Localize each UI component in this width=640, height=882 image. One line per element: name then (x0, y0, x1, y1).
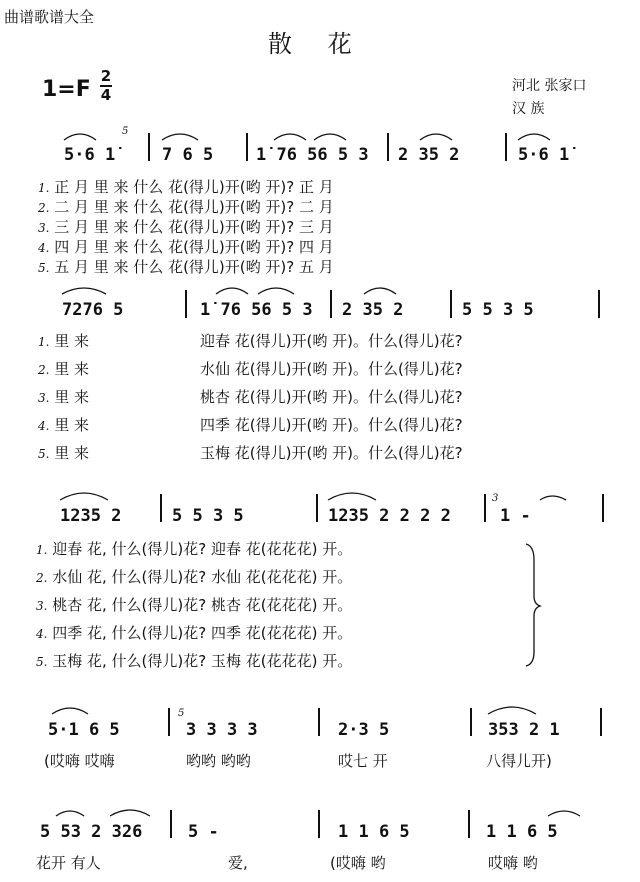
s4-lyric-1: (哎嗨 哎嗨 (44, 752, 115, 770)
slur (314, 134, 346, 140)
verse-text: 三 月 里 来 什么 花(得儿)开(哟 开)? 三 月 (54, 218, 334, 236)
verse-text: 桃杏 花, 什么(得儿)花? 桃杏 花(花花花) 开。 (52, 596, 353, 614)
s1-grace: 5̇ (122, 126, 129, 137)
slur (540, 496, 566, 500)
origin-ethnic: 汉 族 (512, 101, 545, 117)
verse-text: 里 来 (54, 444, 90, 462)
s3-measure-3: 1235 2 2 2 2 (328, 506, 451, 526)
s3-measure-4: 1 - (500, 506, 531, 526)
verse-text: 水仙 花, 什么(得儿)花? 水仙 花(花花花) 开。 (52, 568, 353, 586)
s2-verse-2-rest: 水仙 花(得儿)开(哟 开)。什么(得儿)花? (200, 360, 463, 378)
s5-measure-2: 5 - (188, 822, 219, 842)
s1-measure-2: 7 6 5 (162, 145, 214, 165)
s4-lyric-2: 哟哟 哟哟 (186, 752, 251, 770)
s3-measure-1: 1235 2 (60, 506, 122, 526)
verse-text: 里 来 (54, 332, 90, 350)
s5-lyric-4: 哎嗨 哟 (488, 854, 538, 872)
s4-lyric-4: 八得儿开) (486, 752, 552, 770)
verse-number: 2. (38, 201, 50, 215)
slur (62, 288, 106, 294)
song-title: 散 花 (268, 30, 366, 58)
s4-measure-1: 5·1 6 5 (48, 720, 120, 740)
slur (52, 708, 88, 714)
slur (420, 134, 452, 140)
s2-measure-1: 7276 5 (62, 300, 124, 320)
s2-measure-3: 2 35 2 (342, 300, 404, 320)
s2-verse-4-rest: 四季 花(得儿)开(哟 开)。什么(得儿)花? (200, 416, 463, 434)
s4-grace: 5 (178, 708, 185, 719)
slur (216, 288, 248, 294)
s2-verse-1-rest: 迎春 花(得儿)开(哟 开)。什么(得儿)花? (200, 332, 463, 350)
s1-measure-4: 2 35 2 (398, 145, 460, 165)
slur (518, 134, 550, 140)
slur (274, 134, 306, 140)
s5-lyric-1: 花开 有人 (36, 854, 101, 872)
verse-text: 四季 花, 什么(得儿)花? 四季 花(花花花) 开。 (52, 624, 353, 642)
s4-measure-4: 353 2 1 (488, 720, 560, 740)
verse-number: 3. (38, 391, 50, 405)
verse-number: 3. (36, 599, 48, 613)
s1-measure-5: 5·6 1̇ (518, 145, 570, 165)
s2-measure-2: 1̇ 76 56 5 3 (200, 300, 313, 320)
verse-text: 里 来 (54, 388, 90, 406)
s3-grace: 3 (492, 493, 499, 504)
site-label: 曲谱歌谱大全 (4, 8, 95, 26)
s3-measure-2: 5 5 3 5 (172, 506, 244, 526)
slur (110, 810, 150, 816)
verse-number: 1. (38, 335, 50, 349)
verse-text: 迎春 花, 什么(得儿)花? 迎春 花(花花花) 开。 (52, 540, 353, 558)
time-bottom: 4 (100, 86, 112, 104)
verse-text: 五 月 里 来 什么 花(得儿)开(哟 开)? 五 月 (54, 258, 334, 276)
slur (548, 811, 580, 816)
slur (162, 134, 198, 140)
s1-measure-3: 1̇ 76 56 5 3 (256, 145, 369, 165)
verse-number: 2. (36, 571, 48, 585)
verse-text: 二 月 里 来 什么 花(得儿)开(哟 开)? 二 月 (54, 198, 334, 216)
s4-lyric-3: 哎七 开 (338, 752, 388, 770)
verse-number: 2. (38, 363, 50, 377)
s5-lyric-3: (哎嗨 哟 (330, 854, 386, 872)
s5-measure-3: 1 1 6 5 (338, 822, 410, 842)
verse-number: 4. (38, 419, 50, 433)
s5-measure-1: 5 53 2 326 (40, 822, 143, 842)
verse-number: 5. (38, 447, 50, 461)
origin-region: 河北 张家口 (512, 78, 587, 94)
s1-measure-1: 5·6 1̇ (64, 145, 116, 165)
verse-brace (526, 544, 540, 666)
s5-measure-4: 1 1 6 5 (486, 822, 558, 842)
verse-number: 1. (36, 543, 48, 557)
time-top: 2 (100, 67, 112, 85)
s4-measure-3: 2·3 5 (338, 720, 390, 740)
slur (56, 811, 84, 816)
verse-number: 4. (38, 241, 50, 255)
verse-text: 四 月 里 来 什么 花(得儿)开(哟 开)? 四 月 (54, 238, 334, 256)
slur (364, 288, 396, 294)
s4-measure-2: 3 3 3 3 (186, 720, 258, 740)
s2-verse-5-rest: 玉梅 花(得儿)开(哟 开)。什么(得儿)花? (200, 444, 463, 462)
slur (258, 288, 294, 294)
s5-lyric-2: 爱, (228, 854, 248, 872)
verse-number: 5. (38, 261, 50, 275)
verse-text: 玉梅 花, 什么(得儿)花? 玉梅 花(花花花) 开。 (52, 652, 353, 670)
verse-number: 4. (36, 627, 48, 641)
s2-measure-4: 5 5 3 5 (462, 300, 534, 320)
s2-verse-3-rest: 桃杏 花(得儿)开(哟 开)。什么(得儿)花? (200, 388, 463, 406)
slur (60, 493, 108, 500)
verse-text: 正 月 里 来 什么 花(得儿)开(哟 开)? 正 月 (54, 178, 334, 196)
verse-number: 5. (36, 655, 48, 669)
slur (328, 493, 376, 500)
slur (488, 707, 536, 714)
verse-text: 里 来 (54, 360, 90, 378)
slur (64, 134, 96, 140)
verse-number: 3. (38, 221, 50, 235)
verse-text: 里 来 (54, 416, 90, 434)
key-text: 1=F (42, 77, 91, 102)
verse-number: 1. (38, 181, 50, 195)
